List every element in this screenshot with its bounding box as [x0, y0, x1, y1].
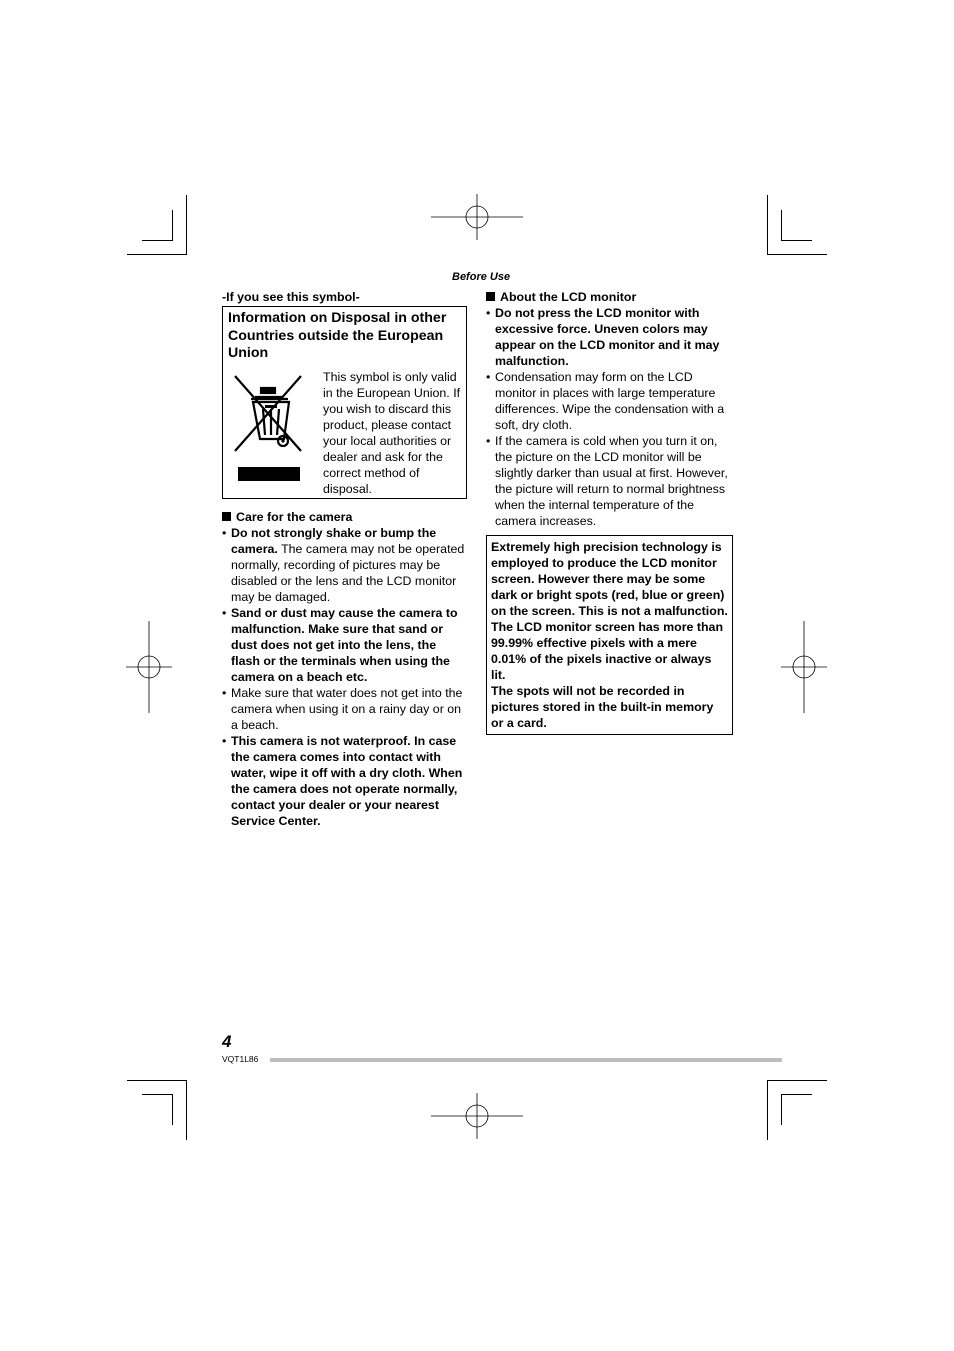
care-list [222, 525, 468, 829]
care-section [222, 509, 468, 829]
page-number: 4 [222, 1032, 232, 1051]
registration-mark-right [758, 621, 850, 713]
model-code: VQT1L86 [222, 1054, 259, 1064]
list-item: • If the camera is cold when you turn it on, the picture on the LCD monitor will be slightly darker than usual at first. However, the picture will return to normal brightness when the internal temperature of the camera increases. [486, 433, 732, 529]
crossed-out-wheelie-bin-icon [233, 371, 305, 485]
precision-para-1: Extremely high precision technology is employed to produce the LCD monitor screen. However there may be some dark or bright spots (red, blue or green) on the screen. This is not a malfunction. The LCD monitor screen has more than 99.99% effective pixels with a mere 0.01% of the pixels inactive or always lit. [491, 540, 728, 682]
disposal-body: This symbol is only valid in the European Union. If you wish to discard this product, please contact your local authorities or dealer and ask for the correct method of disposal. [323, 370, 461, 496]
list-item: • Do not strongly shake or bump the camera. The camera may not be operated normally, recording of pictures may be disabled or the lens and the LCD monitor may be damaged. [222, 525, 468, 605]
care-heading: Care for the camera [222, 509, 468, 525]
section-header: Before Use [452, 271, 511, 283]
list-item: • Do not press the LCD monitor with excessive force. Uneven colors may appear on the LCD monitor and it may malfunction. [486, 305, 732, 369]
square-bullet-icon [486, 292, 495, 301]
footer-rule [270, 1058, 782, 1062]
registration-mark-left [103, 621, 195, 713]
list-item: • Sand or dust may cause the camera to malfunction. Make sure that sand or dust does not get into the lens, the flash or the terminals when using the camera on a beach etc. [222, 605, 468, 685]
registration-mark-bottom [431, 1070, 523, 1162]
lcd-list [486, 305, 732, 529]
list-item: • Make sure that water does not get into the camera when using it on a rainy day or on a beach. [222, 685, 468, 733]
square-bullet-icon [222, 512, 231, 521]
list-item: • This camera is not waterproof. In case the camera comes into contact with water, wipe it off with a dry cloth. When the camera does not operate normally, contact your dealer or your nearest Service Center. [222, 733, 468, 829]
precision-para-2: The spots will not be recorded in pictures stored in the built-in memory or a card. [491, 684, 714, 730]
lcd-heading: About the LCD monitor [486, 289, 732, 305]
list-item: • Condensation may form on the LCD monitor in places with large temperature differences. Wipe the condensation with a soft, dry cloth. [486, 369, 732, 433]
disposal-title: Information on Disposal in other Countries outside the European Union [228, 310, 447, 362]
lcd-section [486, 289, 732, 529]
disposal-info-box [222, 306, 467, 499]
symbol-intro: -If you see this symbol- [222, 290, 360, 304]
registration-mark-top [431, 171, 523, 263]
precision-notice-box [486, 535, 733, 735]
